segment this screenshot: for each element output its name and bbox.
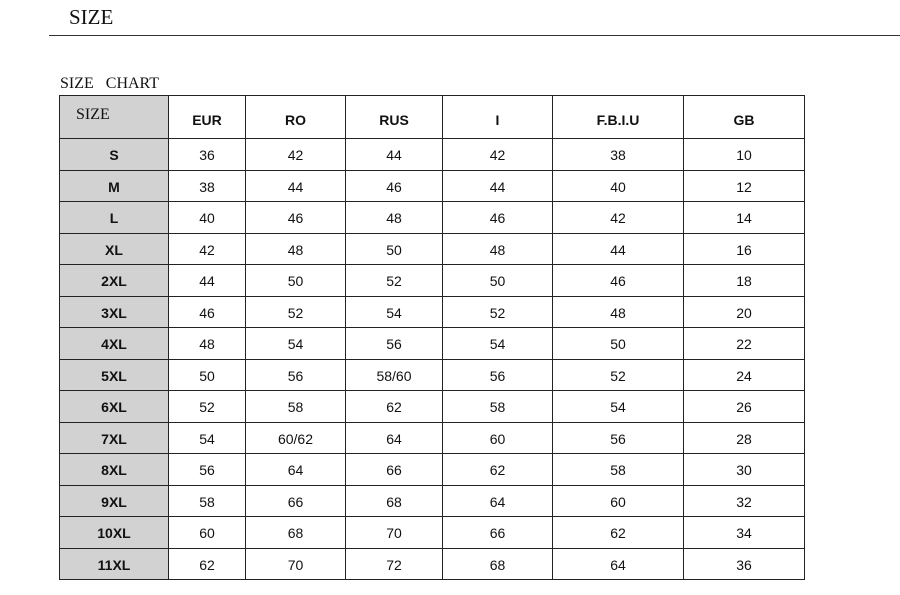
- cell-rus: 68: [346, 485, 443, 517]
- cell-fbiu: 46: [553, 265, 684, 297]
- cell-ro: 66: [246, 485, 346, 517]
- cell-gb: 26: [684, 391, 805, 423]
- cell-rus: 52: [346, 265, 443, 297]
- cell-ro: 48: [246, 233, 346, 265]
- cell-ro: 58: [246, 391, 346, 423]
- cell-i: 46: [443, 202, 553, 234]
- table-row: [60, 328, 805, 360]
- cell-fbiu: 48: [553, 296, 684, 328]
- cell-rus: 44: [346, 139, 443, 171]
- column-header-eur: EUR: [169, 96, 246, 139]
- cell-i: 48: [443, 233, 553, 265]
- cell-eur: 62: [169, 548, 246, 580]
- table-row: [60, 422, 805, 454]
- cell-eur: 52: [169, 391, 246, 423]
- cell-rus: 72: [346, 548, 443, 580]
- size-label-cell: 2XL: [60, 265, 169, 297]
- column-header-fbiu: F.B.I.U: [553, 96, 684, 139]
- page-heading: SIZE: [69, 5, 114, 29]
- column-header-ro: RO: [246, 96, 346, 139]
- cell-i: 64: [443, 485, 553, 517]
- cell-eur: 46: [169, 296, 246, 328]
- cell-gb: 30: [684, 454, 805, 486]
- cell-fbiu: 42: [553, 202, 684, 234]
- cell-i: 54: [443, 328, 553, 360]
- cell-i: 66: [443, 517, 553, 549]
- size-label-cell: XL: [60, 233, 169, 265]
- size-label-cell: 6XL: [60, 391, 169, 423]
- cell-ro: 68: [246, 517, 346, 549]
- cell-rus: 54: [346, 296, 443, 328]
- table-row: [60, 391, 805, 423]
- table-header-row: [60, 96, 805, 139]
- table-body: [60, 139, 805, 580]
- cell-rus: 50: [346, 233, 443, 265]
- cell-gb: 28: [684, 422, 805, 454]
- cell-fbiu: 40: [553, 170, 684, 202]
- cell-gb: 12: [684, 170, 805, 202]
- cell-gb: 20: [684, 296, 805, 328]
- column-header-gb: GB: [684, 96, 805, 139]
- size-label-cell: 9XL: [60, 485, 169, 517]
- cell-eur: 50: [169, 359, 246, 391]
- cell-eur: 58: [169, 485, 246, 517]
- size-label-cell: 11XL: [60, 548, 169, 580]
- size-column-header: SIZE: [60, 96, 169, 139]
- cell-eur: 42: [169, 233, 246, 265]
- table-row: [60, 517, 805, 549]
- cell-gb: 34: [684, 517, 805, 549]
- cell-fbiu: 54: [553, 391, 684, 423]
- size-label-cell: 10XL: [60, 517, 169, 549]
- cell-fbiu: 38: [553, 139, 684, 171]
- cell-gb: 32: [684, 485, 805, 517]
- cell-fbiu: 64: [553, 548, 684, 580]
- cell-fbiu: 52: [553, 359, 684, 391]
- table-row: [60, 548, 805, 580]
- cell-rus: 56: [346, 328, 443, 360]
- cell-ro: 70: [246, 548, 346, 580]
- cell-eur: 38: [169, 170, 246, 202]
- cell-fbiu: 56: [553, 422, 684, 454]
- cell-i: 56: [443, 359, 553, 391]
- cell-rus: 64: [346, 422, 443, 454]
- cell-i: 44: [443, 170, 553, 202]
- size-label-cell: 7XL: [60, 422, 169, 454]
- cell-i: 42: [443, 139, 553, 171]
- cell-i: 50: [443, 265, 553, 297]
- size-label-cell: 5XL: [60, 359, 169, 391]
- heading-divider: [49, 35, 900, 36]
- cell-i: 62: [443, 454, 553, 486]
- cell-fbiu: 50: [553, 328, 684, 360]
- cell-i: 58: [443, 391, 553, 423]
- cell-i: 60: [443, 422, 553, 454]
- cell-gb: 16: [684, 233, 805, 265]
- cell-gb: 36: [684, 548, 805, 580]
- cell-i: 52: [443, 296, 553, 328]
- cell-fbiu: 58: [553, 454, 684, 486]
- cell-ro: 64: [246, 454, 346, 486]
- cell-rus: 66: [346, 454, 443, 486]
- cell-fbiu: 60: [553, 485, 684, 517]
- column-header-rus: RUS: [346, 96, 443, 139]
- cell-eur: 48: [169, 328, 246, 360]
- table-row: [60, 233, 805, 265]
- cell-ro: 54: [246, 328, 346, 360]
- cell-fbiu: 44: [553, 233, 684, 265]
- cell-eur: 56: [169, 454, 246, 486]
- table-row: [60, 265, 805, 297]
- cell-gb: 14: [684, 202, 805, 234]
- table-row: [60, 202, 805, 234]
- size-label-cell: 4XL: [60, 328, 169, 360]
- cell-gb: 18: [684, 265, 805, 297]
- cell-gb: 10: [684, 139, 805, 171]
- table-row: [60, 454, 805, 486]
- cell-fbiu: 62: [553, 517, 684, 549]
- cell-rus: 48: [346, 202, 443, 234]
- cell-ro: 56: [246, 359, 346, 391]
- cell-eur: 40: [169, 202, 246, 234]
- cell-ro: 52: [246, 296, 346, 328]
- cell-ro: 46: [246, 202, 346, 234]
- table-row: [60, 170, 805, 202]
- cell-ro: 44: [246, 170, 346, 202]
- cell-i: 68: [443, 548, 553, 580]
- size-chart-caption: SIZE CHART: [60, 75, 160, 92]
- size-label-cell: M: [60, 170, 169, 202]
- cell-rus: 70: [346, 517, 443, 549]
- cell-rus: 46: [346, 170, 443, 202]
- cell-rus: 62: [346, 391, 443, 423]
- table-row: [60, 139, 805, 171]
- size-label-cell: 3XL: [60, 296, 169, 328]
- cell-ro: 42: [246, 139, 346, 171]
- size-label-cell: L: [60, 202, 169, 234]
- cell-eur: 60: [169, 517, 246, 549]
- cell-eur: 36: [169, 139, 246, 171]
- cell-ro: 50: [246, 265, 346, 297]
- cell-rus: 58/60: [346, 359, 443, 391]
- cell-ro: 60/62: [246, 422, 346, 454]
- size-label-cell: 8XL: [60, 454, 169, 486]
- column-header-i: I: [443, 96, 553, 139]
- table-row: [60, 359, 805, 391]
- cell-eur: 44: [169, 265, 246, 297]
- size-label-cell: S: [60, 139, 169, 171]
- cell-gb: 24: [684, 359, 805, 391]
- table-row: [60, 296, 805, 328]
- cell-eur: 54: [169, 422, 246, 454]
- size-chart-table: [59, 95, 805, 580]
- cell-gb: 22: [684, 328, 805, 360]
- table-row: [60, 485, 805, 517]
